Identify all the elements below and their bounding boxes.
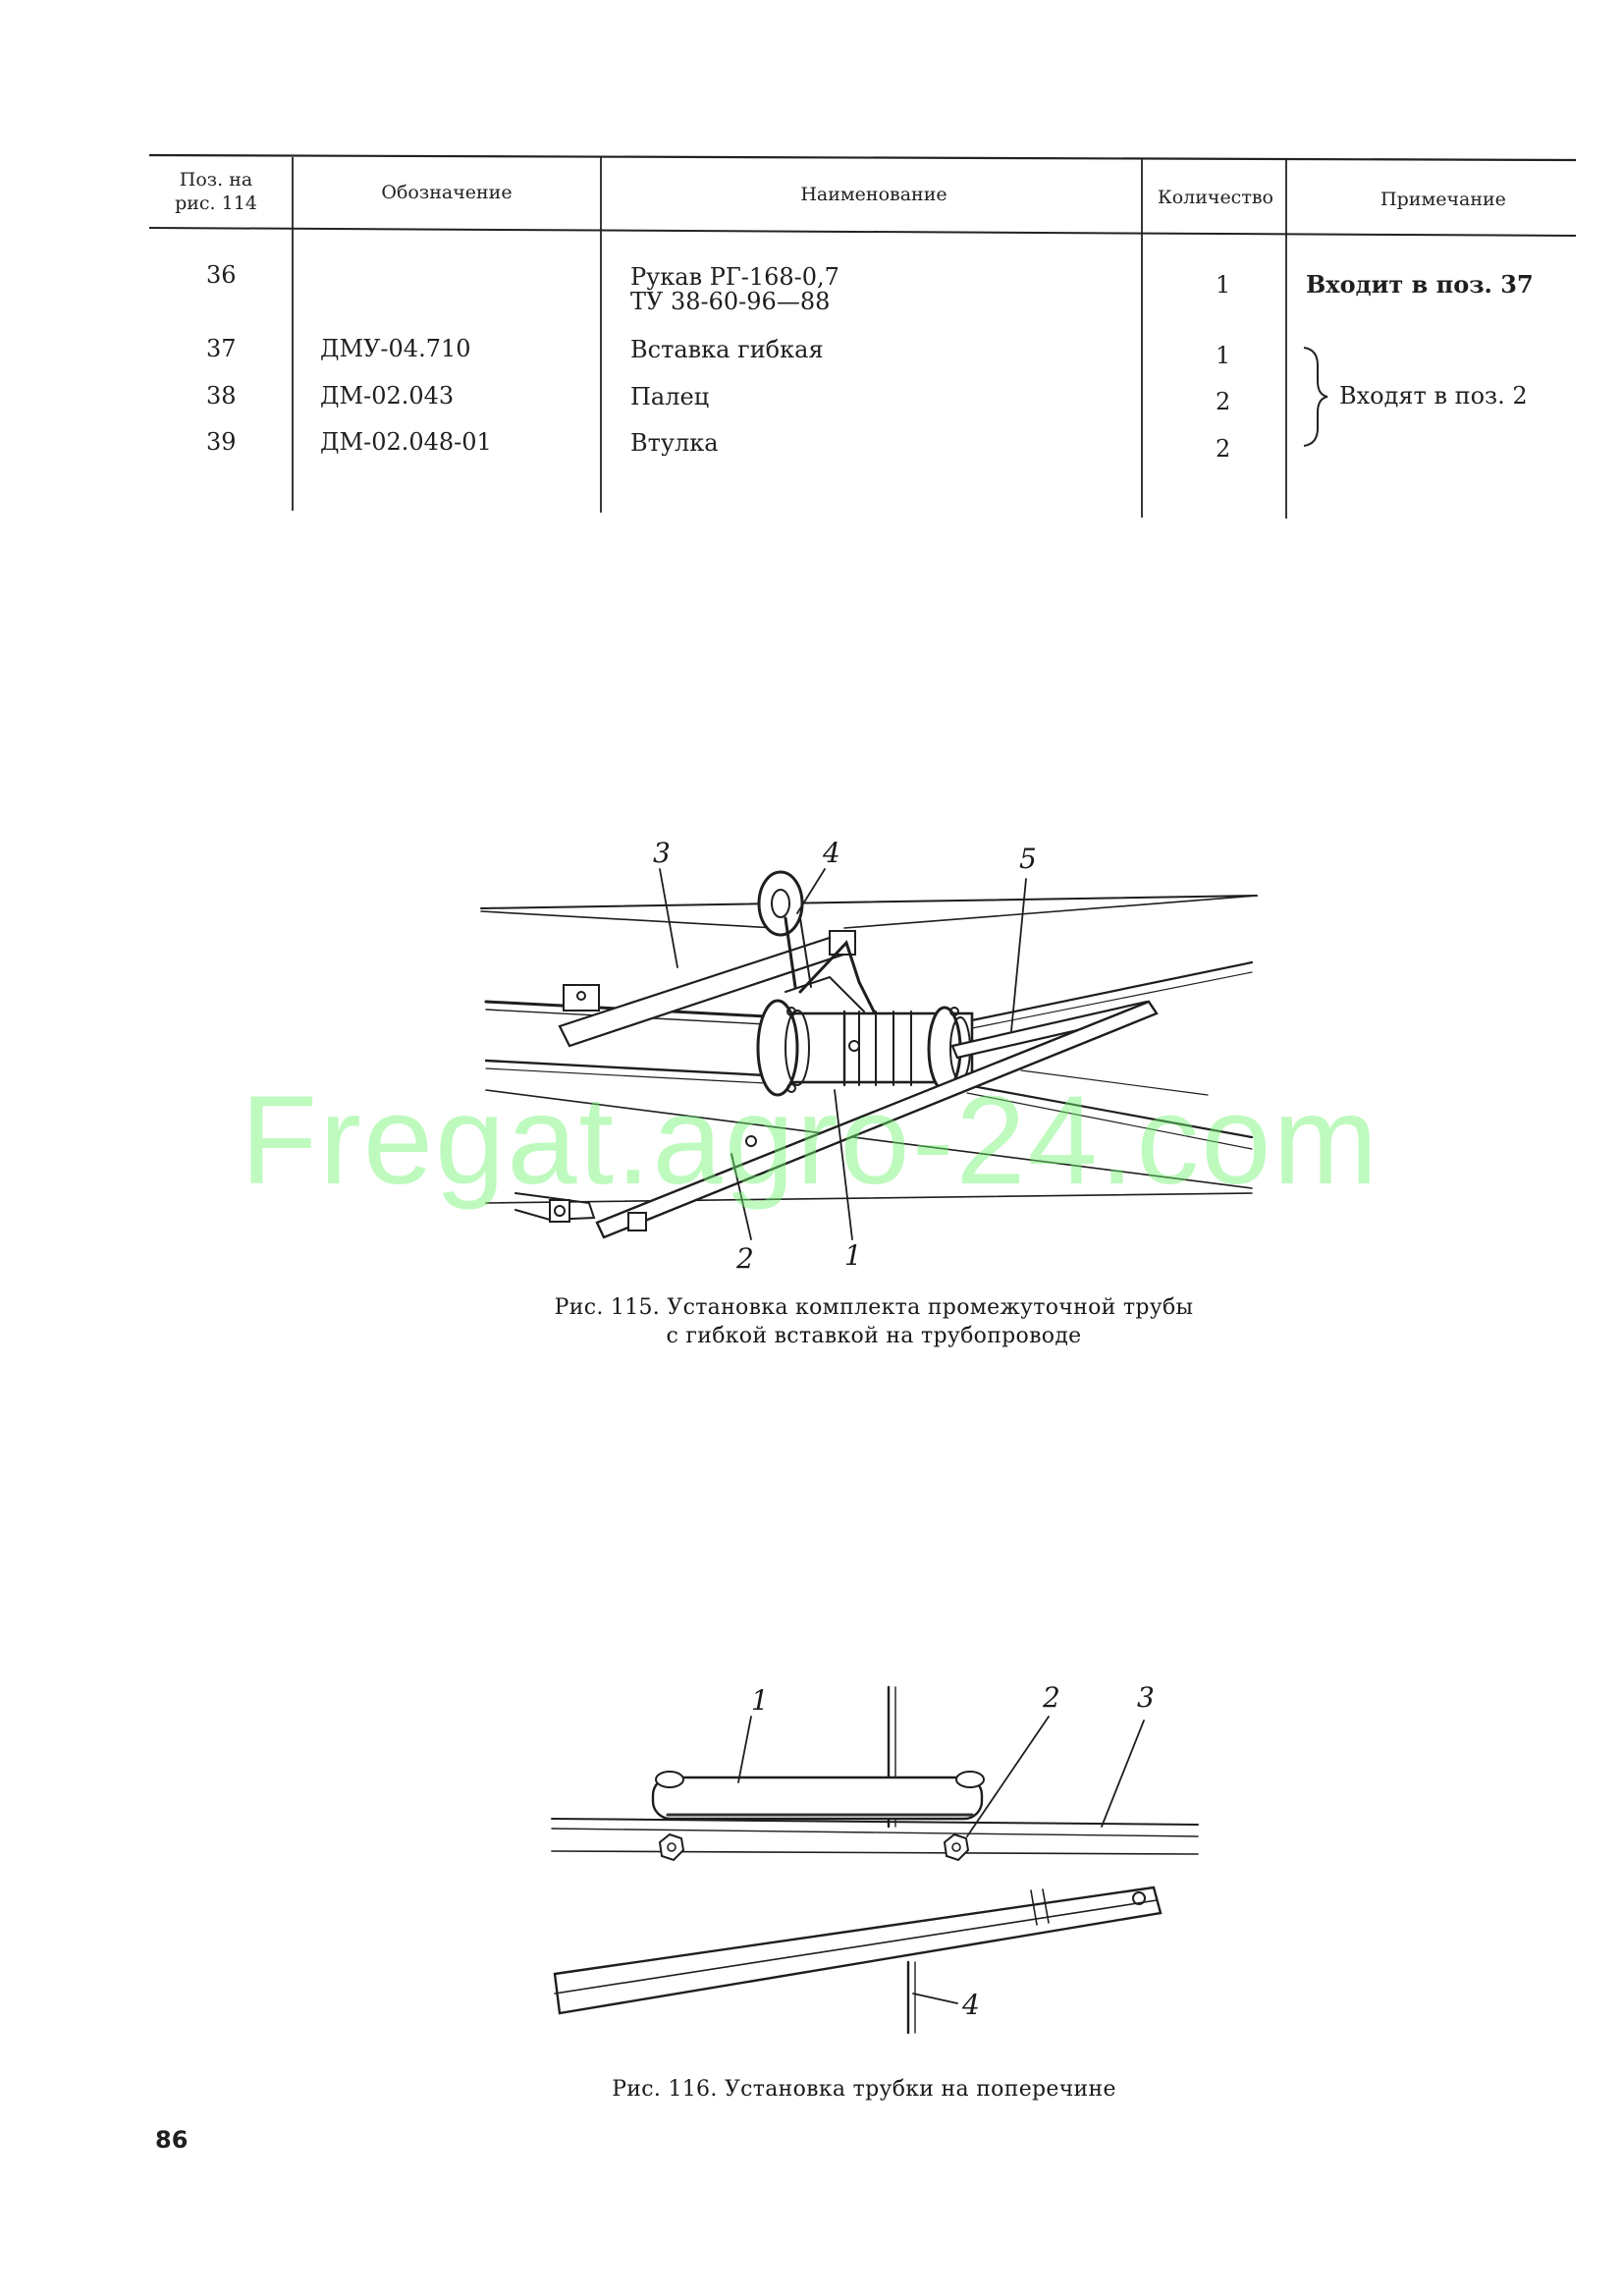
row-36-name-line1: Рукав РГ-168-0,7 <box>630 263 839 291</box>
fig116-label-2: 2 <box>1043 1681 1060 1714</box>
row-37-designation: ДМУ-04.710 <box>320 335 471 362</box>
page-number: 86 <box>155 2126 189 2154</box>
header-pos-line2: рис. 114 <box>175 191 257 214</box>
header-pos-line1: Поз. на <box>179 169 253 191</box>
header-designation: Обозначение <box>381 182 513 203</box>
row-36-name-line2: ТУ 38-60-96—88 <box>630 288 831 315</box>
row-39-pos: 39 <box>206 428 237 456</box>
figure-116-caption: Рис. 116. Установка трубки на поперечине <box>612 2077 1116 2102</box>
group-note: Входят в поз. 2 <box>1339 382 1528 410</box>
row-37-qty: 1 <box>1216 342 1231 369</box>
fig116-label-4: 4 <box>962 1989 980 2021</box>
fig115-label-3: 3 <box>653 837 671 869</box>
fig115-label-1: 1 <box>844 1239 862 1272</box>
watermark: Fregat.agro-24.com <box>241 1070 1380 1211</box>
fig115-label-2: 2 <box>736 1242 754 1275</box>
row-36-pos: 36 <box>206 261 237 289</box>
fig116-label-1: 1 <box>751 1684 769 1717</box>
row-36-qty: 1 <box>1216 271 1231 299</box>
fig115-label-4: 4 <box>823 837 840 869</box>
figure-115-caption-line2: с гибкой вставкой на трубопроводе <box>666 1323 1082 1348</box>
row-37-pos: 37 <box>206 335 237 362</box>
row-36-note: Входит в поз. 37 <box>1306 270 1534 299</box>
row-38-designation: ДМ-02.043 <box>320 382 455 410</box>
header-note: Примечание <box>1380 189 1506 210</box>
fig116-label-3: 3 <box>1137 1681 1155 1714</box>
header-qty: Количество <box>1158 187 1273 208</box>
row-37-name: Вставка гибкая <box>630 336 824 363</box>
row-39-name: Втулка <box>630 429 719 457</box>
fig115-label-5: 5 <box>1019 843 1037 875</box>
row-38-pos: 38 <box>206 382 237 410</box>
row-39-designation: ДМ-02.048-01 <box>320 428 492 456</box>
row-38-qty: 2 <box>1216 388 1231 415</box>
header-name: Наименование <box>800 184 947 205</box>
row-38-name: Палец <box>630 383 710 410</box>
figure-115-caption-line1: Рис. 115. Установка комплекта промежуточной трубы <box>554 1295 1194 1320</box>
row-39-qty: 2 <box>1216 435 1231 463</box>
